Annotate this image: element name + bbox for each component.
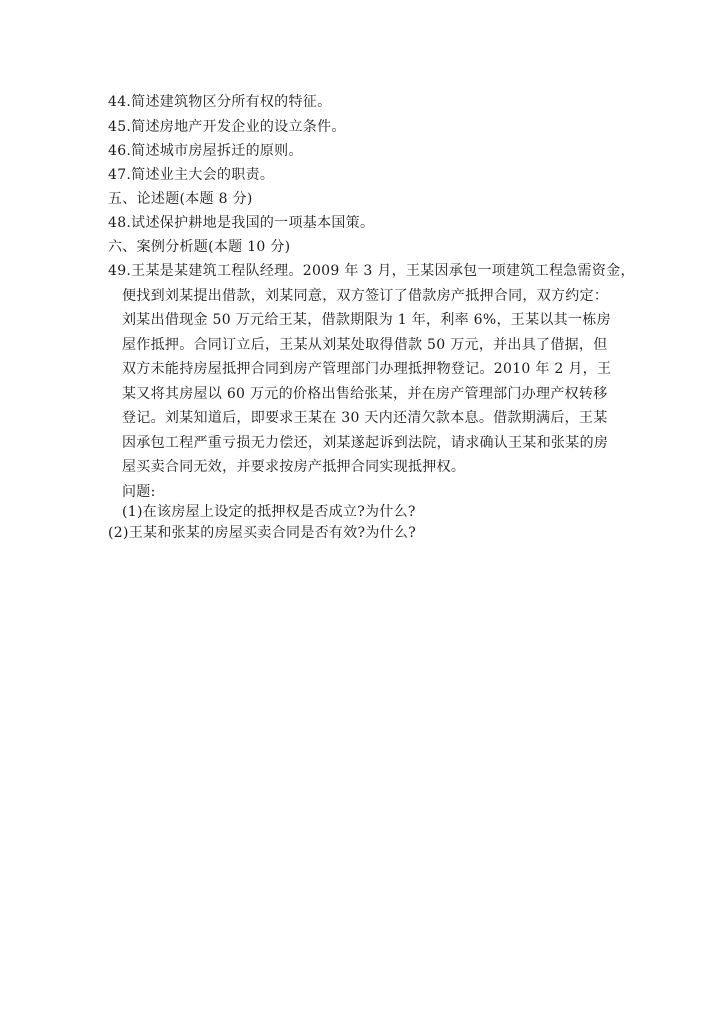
case-line: 便找到刘某提出借款，刘某同意，双方签订了借款房产抵押合同，双方约定： bbox=[122, 287, 609, 304]
sub-question-2: (2)王某和张某的房屋买卖合同是否有效?为什么? bbox=[108, 525, 417, 541]
case-line: 某又将其房屋以 60 万元的价格出售给张某，并在房产管理部门办理产权转移 bbox=[122, 385, 608, 402]
question-48: 48.试述保护耕地是我国的一项基本国策。 bbox=[108, 215, 375, 231]
question-46: 46.简述城市房屋拆迁的原则。 bbox=[108, 143, 303, 159]
question-47: 47.简述业主大会的职责。 bbox=[108, 167, 275, 183]
question-label: 问题: bbox=[122, 483, 156, 500]
case-line: 登记。刘某知道后，即要求王某在 30 天内还清欠款本息。借款期满后，王某 bbox=[122, 410, 608, 426]
case-line: 双方未能持房屋抵押合同到房产管理部门办理抵押物登记。2010 年 2 月，王 bbox=[122, 361, 612, 377]
case-line: 刘某出借现金 50 万元给王某，借款期限为 1 年，利率 6%，王某以其一栋房 bbox=[122, 312, 611, 328]
case-line: 屋作抵押。合同订立后，王某从刘某处取得借款 50 万元，并出具了借据，但 bbox=[122, 336, 608, 353]
section-heading-essay: 五、论述题(本题 8 分) bbox=[108, 191, 253, 207]
section-heading-case: 六、案例分析题(本题 10 分) bbox=[108, 239, 291, 255]
case-line: 49.王某是某建筑工程队经理。2009 年 3 月，王某因承包一项建筑工程急需资金， bbox=[108, 263, 635, 279]
case-line: 因承包工程严重亏损无力偿还，刘某遂起诉到法院，请求确认王某和张某的房 bbox=[122, 434, 609, 451]
case-line: 屋买卖合同无效，并要求按房产抵押合同实现抵押权。 bbox=[122, 459, 466, 475]
case-question-49 bbox=[108, 259, 635, 504]
question-45: 45.简述房地产开发企业的设立条件。 bbox=[108, 119, 346, 135]
sub-question-1: (1)在该房屋上设定的抵押权是否成立?为什么? bbox=[122, 504, 416, 520]
question-44: 44.简述建筑物区分所有权的特征。 bbox=[108, 94, 332, 110]
